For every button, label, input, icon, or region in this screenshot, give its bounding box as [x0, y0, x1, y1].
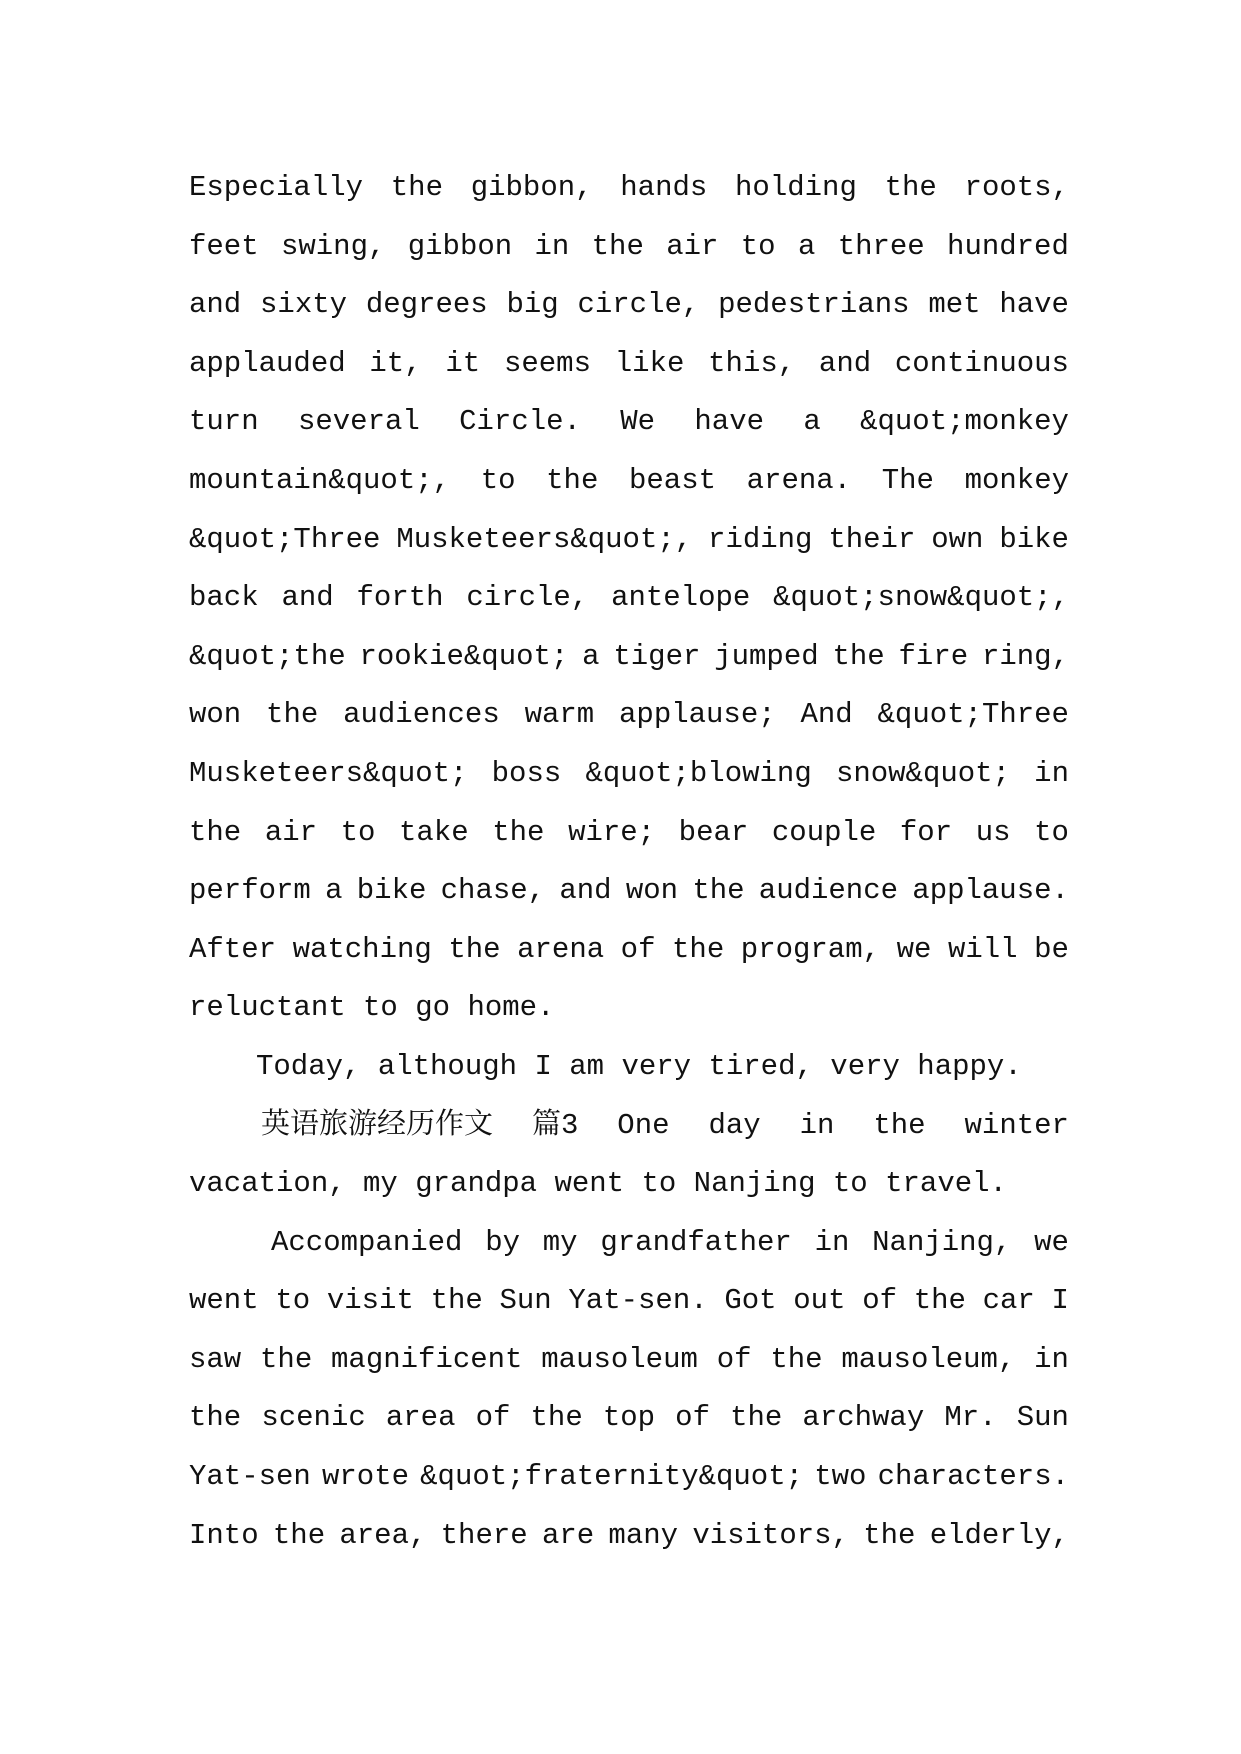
word: gibbon [407, 229, 513, 263]
word: continuous [894, 346, 1069, 380]
word: arena. [746, 463, 852, 497]
word: &quot;blowing [585, 756, 812, 790]
word: Into [189, 1518, 259, 1552]
word: my [542, 1225, 578, 1259]
word: the [430, 1284, 483, 1318]
word: degrees [365, 288, 488, 322]
text-line: Today, although I am very tired, very happy. [256, 1049, 1022, 1083]
word: mausoleum [541, 1342, 698, 1376]
word: of [620, 932, 656, 966]
text-line [189, 569, 1069, 628]
text-line [189, 1214, 1069, 1273]
word: ring, [981, 639, 1069, 673]
text-line [189, 862, 1069, 921]
word: take [399, 815, 469, 849]
word: the [730, 1401, 783, 1435]
word: in [534, 229, 570, 263]
word: &quot;Three [877, 698, 1069, 732]
word: Accompanied [271, 1225, 463, 1259]
word: area [385, 1401, 456, 1435]
word: own [931, 522, 984, 556]
word: applause. [912, 874, 1069, 908]
word: I [1051, 1284, 1069, 1318]
word: area, [339, 1518, 427, 1552]
word: program, [740, 932, 881, 966]
word: feet [189, 229, 259, 263]
word: And [800, 698, 853, 732]
word: archway [802, 1401, 925, 1435]
word: tiger [613, 639, 701, 673]
word: jumped [714, 639, 819, 673]
word: it, [369, 346, 422, 380]
word: the [832, 639, 885, 673]
word: us [975, 815, 1011, 849]
word: sixty [260, 288, 348, 322]
word: grandfather [600, 1225, 792, 1259]
word: snow&quot; [835, 756, 1010, 790]
word: we [1034, 1225, 1069, 1259]
word: air [666, 229, 719, 263]
text-line [189, 276, 1069, 335]
word: arena [517, 932, 605, 966]
word: it [445, 346, 481, 380]
word: by [485, 1225, 521, 1259]
word: Musketeers&quot; [189, 756, 468, 790]
word: mausoleum, [841, 1342, 1016, 1376]
text-line [189, 804, 1069, 863]
word: air [264, 815, 318, 849]
word: &quot;fraternity&quot; [420, 1460, 804, 1494]
text-line [189, 159, 1069, 218]
word: 篇3 [531, 1108, 579, 1142]
word: Mr. [944, 1401, 997, 1435]
word: hands [620, 171, 708, 204]
word: the [189, 815, 242, 849]
text-line [189, 921, 1069, 980]
word: a [325, 874, 343, 908]
word: gibbon, [470, 171, 593, 204]
word: magnificent [331, 1342, 523, 1376]
word: many [608, 1518, 679, 1552]
word: the [591, 229, 644, 263]
text-line [189, 393, 1069, 452]
word: Yat-sen [189, 1460, 311, 1494]
word: audience [758, 874, 899, 908]
word: the [546, 463, 599, 497]
word: and [281, 581, 334, 615]
word: visitors, [692, 1518, 849, 1552]
word: the [884, 171, 937, 204]
word: pedestrians [718, 288, 910, 322]
word: the [266, 698, 319, 732]
word: be [1034, 932, 1069, 966]
document-page [189, 159, 1069, 1565]
word: and [559, 874, 612, 908]
word: audiences [343, 698, 500, 732]
word: applause; [619, 698, 776, 732]
word: in [1034, 756, 1069, 790]
word: of [675, 1401, 710, 1435]
text-line [189, 1097, 1069, 1156]
word: mountain&quot;, [189, 463, 451, 497]
word: We [620, 405, 656, 439]
word: circle, [577, 288, 700, 322]
word: chase, [440, 874, 546, 908]
word: couple [771, 815, 877, 849]
word: perform [189, 874, 311, 908]
word: of [862, 1284, 897, 1318]
word: hundred [947, 229, 1069, 263]
word: in [1034, 1342, 1069, 1376]
word: for [899, 815, 953, 849]
word: there [440, 1518, 528, 1552]
word: the [863, 1518, 916, 1552]
word: bike [999, 522, 1069, 556]
word: and [818, 346, 872, 380]
word: 英语旅游经历作文 [261, 1108, 494, 1142]
word: seems [503, 346, 591, 380]
word: car [982, 1284, 1035, 1318]
word: two [814, 1460, 867, 1494]
word: elderly, [929, 1518, 1069, 1552]
word: a [797, 229, 816, 263]
text-line: reluctant to go home. [189, 991, 555, 1025]
word: back [189, 581, 259, 615]
word: big [506, 288, 559, 322]
word: roots, [964, 171, 1069, 204]
word: the [692, 874, 745, 908]
word: The [881, 463, 934, 497]
text-line [189, 1331, 1069, 1390]
word: the [913, 1284, 966, 1318]
word: the [492, 815, 545, 849]
word: to [275, 1284, 311, 1318]
word: rookie&quot; [359, 639, 569, 673]
word: and [189, 288, 242, 322]
word: monkey [964, 463, 1069, 497]
word: this, [708, 346, 796, 380]
word: &quot;Three [189, 522, 381, 556]
word: watching [292, 932, 432, 966]
word: won [625, 874, 679, 908]
word: out [793, 1284, 846, 1318]
word: in [814, 1225, 850, 1259]
word: a [803, 405, 821, 439]
word: the [189, 1401, 242, 1435]
text-line [189, 452, 1069, 511]
word: antelope [611, 581, 751, 615]
word: Especially [189, 171, 364, 204]
word: the [448, 932, 501, 966]
word: Yat-sen. [568, 1284, 708, 1318]
word: in [799, 1108, 835, 1142]
text-line [189, 628, 1069, 687]
word: &quot;monkey [860, 405, 1069, 439]
word: Got [724, 1284, 777, 1318]
word: of [716, 1342, 752, 1376]
word: the [873, 1108, 926, 1142]
word: saw [189, 1342, 242, 1376]
word: &quot;the [189, 639, 346, 673]
word: Musketeers&quot;, [396, 522, 693, 556]
word: boss [491, 756, 562, 790]
word: Nanjing, [872, 1225, 1012, 1259]
word: Sun [1016, 1401, 1069, 1435]
word: scenic [261, 1401, 366, 1435]
word: winter [964, 1108, 1069, 1142]
word: beast [629, 463, 717, 497]
word: turn [189, 405, 259, 439]
text-line [189, 335, 1069, 394]
text-line: vacation, my grandpa went to Nanjing to travel. [189, 1167, 1007, 1201]
word: After [189, 932, 277, 966]
word: Circle. [459, 405, 581, 439]
text-line [189, 1448, 1069, 1507]
word: visit [326, 1284, 414, 1318]
text-line [189, 745, 1069, 804]
word: swing, [280, 229, 386, 263]
word: the [770, 1342, 823, 1376]
word: warm [524, 698, 595, 732]
text-line [189, 686, 1069, 745]
word: Sun [499, 1284, 552, 1318]
word: top [602, 1401, 656, 1435]
word: to [340, 815, 376, 849]
word: bike [356, 874, 427, 908]
word: circle, [466, 581, 589, 615]
word: the [390, 171, 443, 204]
word: will [947, 932, 1018, 966]
word: went [189, 1284, 259, 1318]
word: won [189, 698, 242, 732]
word: bear [678, 815, 749, 849]
word: to [1034, 815, 1069, 849]
word: characters. [877, 1460, 1069, 1494]
word: the [530, 1401, 583, 1435]
word: their [828, 522, 916, 556]
word: forth [356, 581, 444, 615]
word: wrote [321, 1460, 409, 1494]
word: &quot;snow&quot;, [773, 581, 1069, 615]
word: the [672, 932, 725, 966]
word: three [837, 229, 925, 263]
word: day [708, 1108, 761, 1142]
text-line [189, 1507, 1069, 1566]
word: have [694, 405, 765, 439]
word: a [582, 639, 600, 673]
text-line [189, 218, 1069, 277]
text-line [189, 1272, 1069, 1331]
word: One [617, 1108, 670, 1142]
word: wire; [568, 815, 656, 849]
word: like [614, 346, 685, 380]
word: to [480, 463, 516, 497]
word: to [740, 229, 776, 263]
text-line [189, 1389, 1069, 1448]
word: of [475, 1401, 511, 1435]
word: have [999, 288, 1069, 322]
word: fire [898, 639, 969, 673]
word: applauded [189, 346, 346, 380]
word: are [541, 1518, 595, 1552]
word: several [297, 405, 420, 439]
word: met [928, 288, 981, 322]
text-line [189, 511, 1069, 570]
word: the [260, 1342, 313, 1376]
word: the [272, 1518, 326, 1552]
word: we [896, 932, 932, 966]
word: riding [708, 522, 813, 556]
word: holding [735, 171, 857, 204]
